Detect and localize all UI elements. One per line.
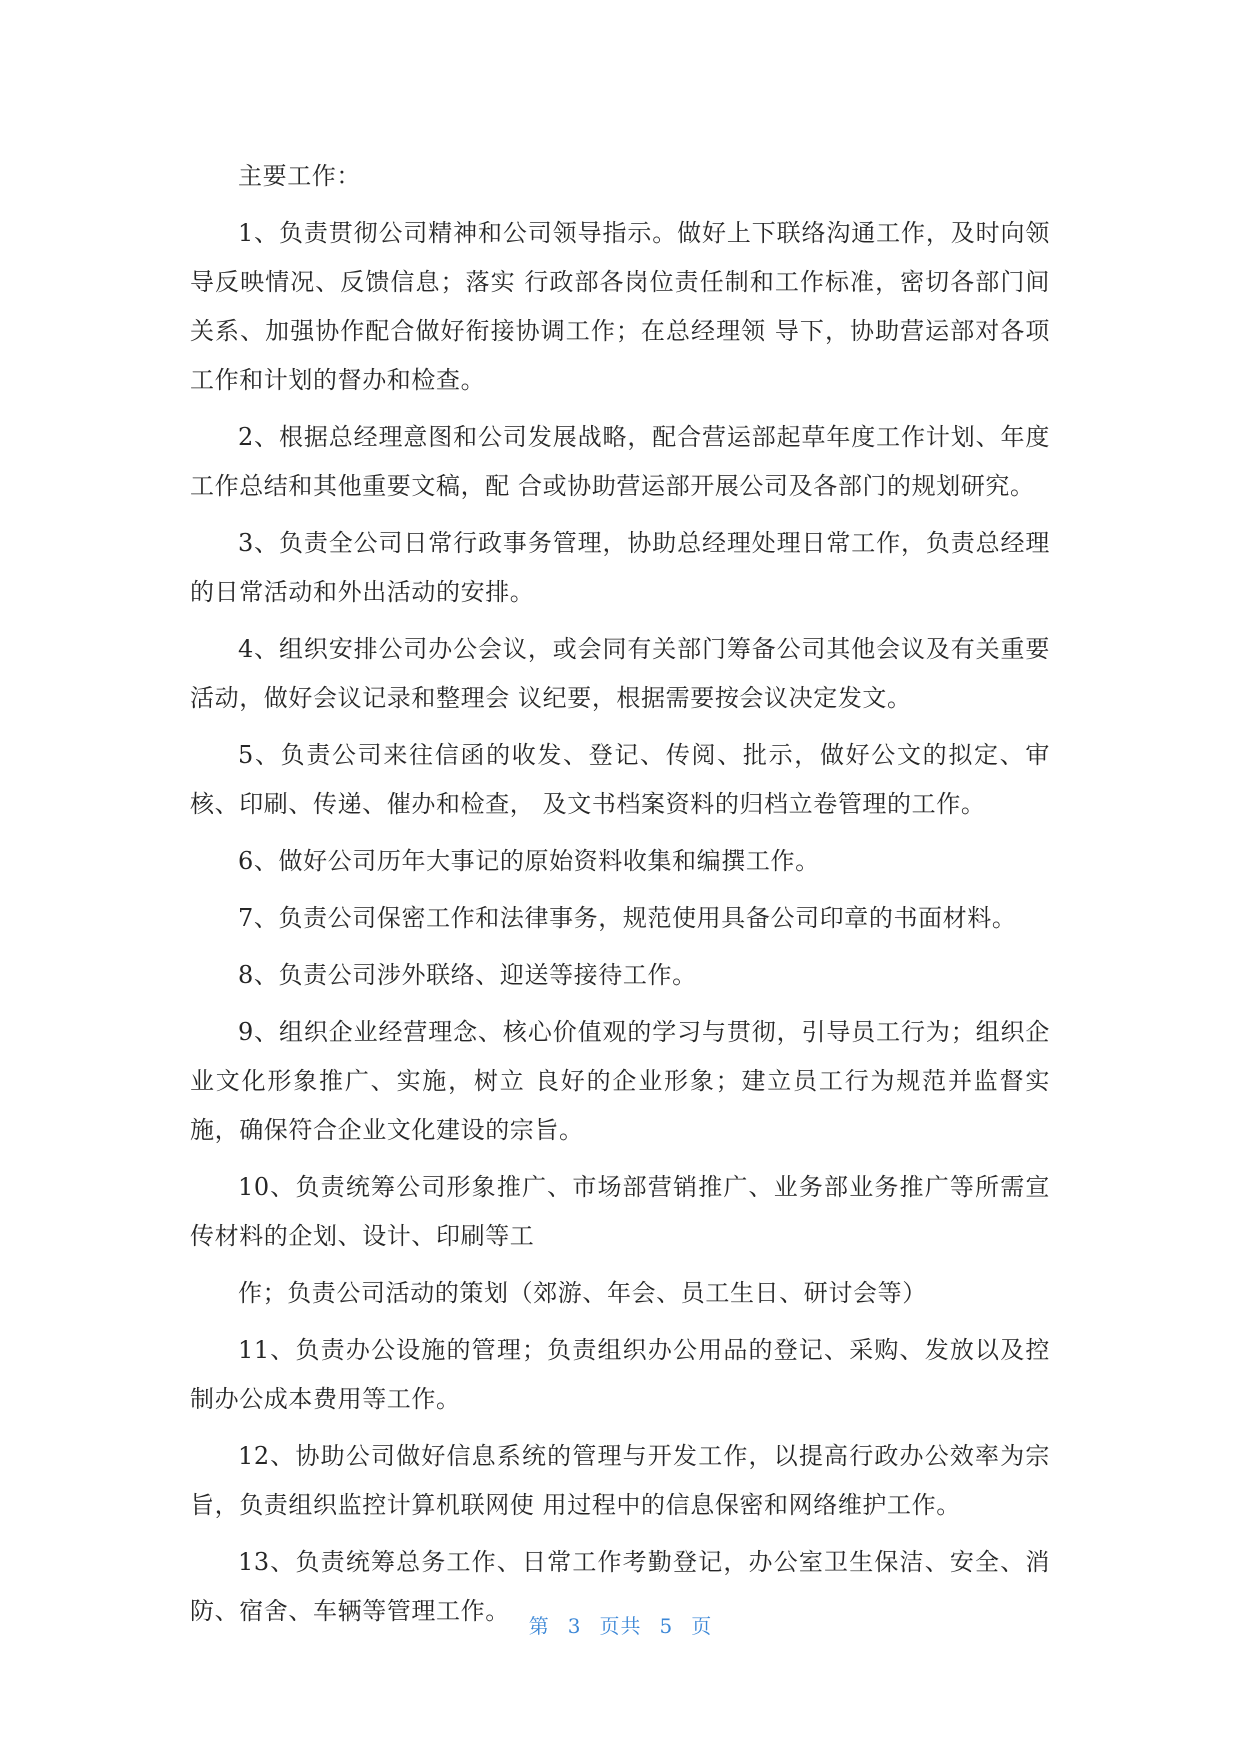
paragraph-4: 4、组织安排公司办公会议，或会同有关部门筹备公司其他会议及有关重要活动，做好会议记录和整理会 议纪要，根据需要按会议决定发文。 [190,635,1050,712]
paragraph-9: 9、组织企业经营理念、核心价值观的学习与贯彻，引导员工行为；组织企业文化形象推广、实施，树立 良好的企业形象；建立员工行为规范并监督实施，确保符合企业文化建设的宗旨。 [190,1018,1050,1144]
paragraph-1: 1、负责贯彻公司精神和公司领导指示。做好上下联络沟通工作，及时向领导反映情况、反馈信息；落实 行政部各岗位责任制和工作标准，密切各部门间关系、加强协作配合做好衔接协调工作；在总经理领 导下，协助营运部对各项工作和计划的督办和检查。 [190,219,1050,394]
paragraph-6: 6、做好公司历年大事记的原始资料收集和编撰工作。 [238,847,820,875]
paragraph-3: 3、负责全公司日常行政事务管理，协助总经理处理日常工作，负责总经理的日常活动和外出活动的安排。 [190,529,1050,606]
paragraph-2: 2、根据总经理意图和公司发展战略，配合营运部起草年度工作计划、年度工作总结和其他重要文稿，配 合或协助营运部开展公司及各部门的规划研究。 [190,423,1050,500]
paragraph-13: 13、负责统筹总务工作、日常工作考勤登记，办公室卫生保洁、安全、消防、宿舍、车辆等管理工作。 [190,1548,1050,1625]
section-heading: 主要工作： [238,162,361,190]
footer-current-page: 3 [567,1614,582,1638]
paragraph-7: 7、负责公司保密工作和法律事务，规范使用具备公司印章的书面材料。 [238,904,1017,932]
paragraph-8: 8、负责公司涉外联络、迎送等接待工作。 [238,961,697,989]
document-body [190,152,1050,1644]
footer-middle: 页共 [599,1614,642,1638]
paragraph-12: 12、协助公司做好信息系统的管理与开发工作，以提高行政办公效率为宗旨，负责组织监控计算机联网使 用过程中的信息保密和网络维护工作。 [190,1442,1050,1519]
footer-prefix: 第 [528,1614,550,1638]
footer-suffix: 页 [691,1614,713,1638]
page-footer [0,1610,1241,1639]
footer-total-pages: 5 [659,1614,674,1638]
paragraph-10-continued: 作；负责公司活动的策划（郊游、年会、员工生日、研讨会等） [238,1279,927,1307]
paragraph-5: 5、负责公司来往信函的收发、登记、传阅、批示，做好公文的拟定、审核、印刷、传递、催办和检查， 及文书档案资料的归档立卷管理的工作。 [190,741,1050,818]
paragraph-10: 10、负责统筹公司形象推广、市场部营销推广、业务部业务推广等所需宣传材料的企划、设计、印刷等工 [190,1173,1050,1250]
paragraph-11: 11、负责办公设施的管理；负责组织办公用品的登记、采购、发放以及控制办公成本费用等工作。 [190,1336,1050,1413]
